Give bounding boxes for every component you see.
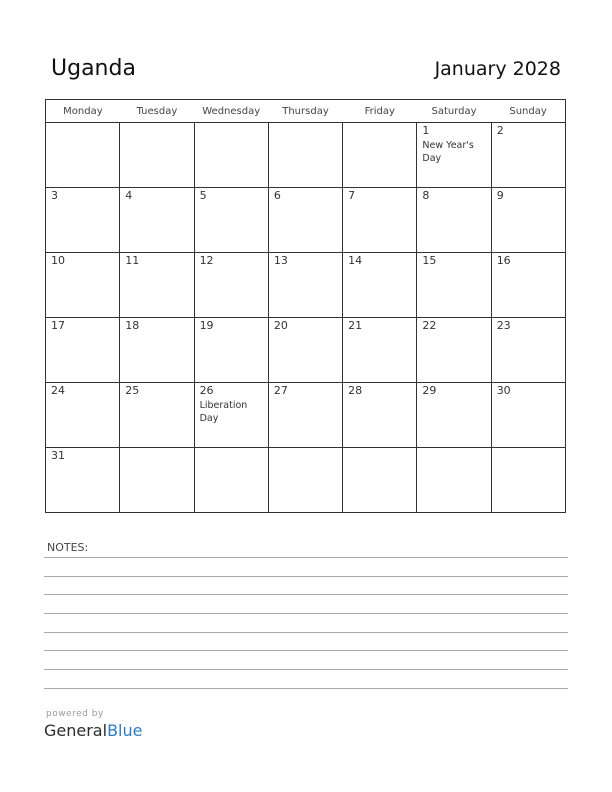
week-row [46,448,566,513]
brand-name-general: General [44,721,108,740]
day-number: 20 [273,319,288,332]
day-number: 6 [273,189,281,202]
day-number: 30 [496,384,511,397]
week-row [46,318,566,383]
day-number: 12 [199,254,214,267]
day-cell [417,188,491,253]
country-title: Uganda [51,56,136,81]
day-number: 10 [51,254,65,267]
day-cell [491,383,565,448]
day-number: 14 [348,254,363,267]
day-cell [120,448,194,513]
note-line [44,632,568,633]
day-number: 22 [422,319,437,332]
day-cell [194,188,268,253]
week-row [46,123,566,188]
month-title: January 2028 [434,58,561,80]
day-number: 4 [125,189,133,202]
day-cell [417,123,491,188]
note-line [44,594,568,595]
week-row [46,253,566,318]
weekday-header: Thursday [268,100,342,123]
day-number: 31 [51,449,65,462]
day-cell [46,383,120,448]
day-cell [120,188,194,253]
powered-by-text: powered by [46,709,104,719]
calendar-grid [45,99,566,513]
day-cell [491,448,565,513]
day-cell [46,318,120,383]
note-line [44,650,568,651]
day-number: 18 [125,319,140,332]
day-cell [491,188,565,253]
day-number: 19 [199,319,214,332]
day-cell [491,318,565,383]
day-number: 17 [51,319,65,332]
day-number: 2 [496,124,504,137]
note-line [44,688,568,689]
day-number: 26 [199,384,214,397]
weekday-header: Saturday [417,100,491,123]
day-number: 28 [348,384,363,397]
generalblue-logo [44,721,142,741]
day-cell [268,383,342,448]
day-cell [343,318,417,383]
day-cell [194,318,268,383]
day-cell [120,318,194,383]
day-cell [268,123,342,188]
weekday-header-row [46,100,566,123]
day-number: 8 [422,189,430,202]
day-cell [268,253,342,318]
day-cell [46,188,120,253]
day-number: 23 [496,319,511,332]
note-line [44,576,568,577]
day-number: 3 [51,189,58,202]
day-cell [194,448,268,513]
day-cell [343,253,417,318]
day-number: 27 [273,384,288,397]
note-line [44,557,568,558]
weekday-header: Tuesday [120,100,194,123]
brand-name-blue: Blue [107,721,143,740]
day-cell [194,383,268,448]
day-cell [120,383,194,448]
day-cell [491,123,565,188]
day-number: 24 [51,384,65,397]
day-cell [268,448,342,513]
day-number: 25 [125,384,140,397]
day-number: 21 [348,319,363,332]
holiday-label: New Year's Day [422,140,474,164]
day-cell [417,318,491,383]
day-cell [120,123,194,188]
week-row [46,383,566,448]
day-number: 15 [422,254,437,267]
day-number: 13 [273,254,288,267]
day-cell [194,123,268,188]
day-cell [417,253,491,318]
day-number: 11 [125,254,140,267]
day-cell [120,253,194,318]
day-cell [343,448,417,513]
weekday-header: Friday [343,100,417,123]
day-cell [194,253,268,318]
day-cell [343,383,417,448]
notes-label: NOTES: [47,541,89,554]
weekday-header: Monday [46,100,120,123]
day-number: 16 [496,254,511,267]
day-cell [268,318,342,383]
day-number: 5 [199,189,207,202]
weekday-header: Sunday [491,100,565,123]
note-line [44,613,568,614]
day-cell [46,448,120,513]
day-cell [491,253,565,318]
day-number: 1 [422,124,430,137]
day-cell [343,123,417,188]
day-number: 9 [496,189,504,202]
day-cell [46,253,120,318]
holiday-label: Liberation Day [199,400,248,424]
day-number: 29 [422,384,437,397]
day-cell [417,448,491,513]
day-cell [268,188,342,253]
weekday-header: Wednesday [194,100,268,123]
week-row [46,188,566,253]
day-cell [343,188,417,253]
day-cell [46,123,120,188]
day-number: 7 [348,189,356,202]
day-cell [417,383,491,448]
note-line [44,669,568,670]
